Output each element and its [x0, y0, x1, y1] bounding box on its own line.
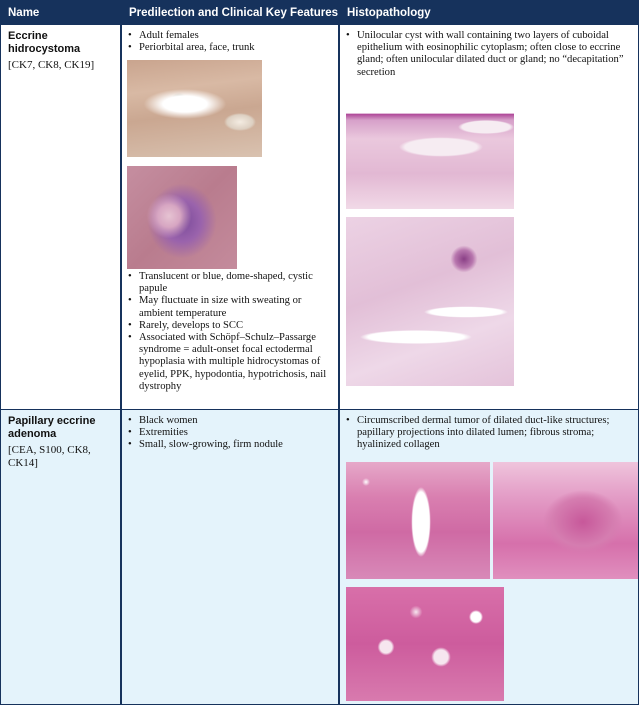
list-item: • Translucent or blue, dome-shaped, cystic papule	[127, 271, 331, 295]
adenoma-histology-left	[346, 462, 490, 579]
eyelid-clinical-photo	[127, 60, 262, 157]
row1-features-cell	[122, 25, 338, 409]
list-item: • Periorbital area, face, trunk	[127, 42, 332, 54]
adenoma-histology-right	[493, 462, 638, 579]
row2-markers: [CEA, S100, CK8, CK14]	[8, 444, 91, 469]
list-item: • May fluctuate in size with sweating or ambient temperature	[127, 295, 331, 319]
papule-clinical-photo	[127, 166, 237, 269]
list-item: • Rarely, develops to SCC	[127, 320, 331, 332]
row2-features-top	[127, 415, 332, 452]
cyst-histology-highpower	[346, 217, 514, 386]
row1-name-cell	[1, 25, 120, 409]
row1-markers: [CK7, CK8, CK19]	[8, 59, 95, 71]
row1-histo	[345, 30, 632, 79]
list-item: • Circumscribed dermal tumor of dilated duct-like structures; papillary projections into dilated lumen; fibrous stroma; hyalinized collagen	[345, 415, 632, 452]
row2-name-cell	[1, 410, 120, 704]
list-item: • Black women	[127, 415, 332, 427]
header-name: Name	[1, 1, 120, 24]
row2-histo	[345, 415, 632, 452]
row2-features-cell	[122, 410, 338, 704]
row1-histo-cell	[340, 25, 638, 409]
cyst-histology-lowpower	[346, 92, 514, 209]
list-item: • Extremities	[127, 427, 332, 439]
row2-histo-cell	[340, 410, 638, 704]
list-item: • Adult females	[127, 30, 332, 42]
adenoma-histology-ducts	[346, 587, 504, 701]
list-item: • Associated with Schöpf–Schulz–Passarge syndrome = adult-onset focal ectodermal hypoplasia with multiple hidrocystomas of eyelid, PPK, hypodontia, hypotrichosis, nail dystrophy	[127, 332, 331, 393]
header-predilection: Predilection and Clinical Key Features	[122, 1, 338, 24]
row1-features-bottom	[127, 271, 331, 393]
list-item: • Unilocular cyst with wall containing two layers of cuboidal epithelium with eosinophilic cytoplasm; often close to eccrine gland; often unilocular dilated duct or gland; no “decapitation” secretion	[345, 30, 632, 79]
header-histopathology: Histopathology	[340, 1, 638, 24]
list-item: • Small, slow-growing, firm nodule	[127, 439, 332, 451]
row1-name: Eccrine hidrocystoma	[8, 30, 81, 55]
row1-features-top	[127, 30, 332, 54]
row2-name: Papillary eccrine adenoma	[8, 415, 96, 440]
